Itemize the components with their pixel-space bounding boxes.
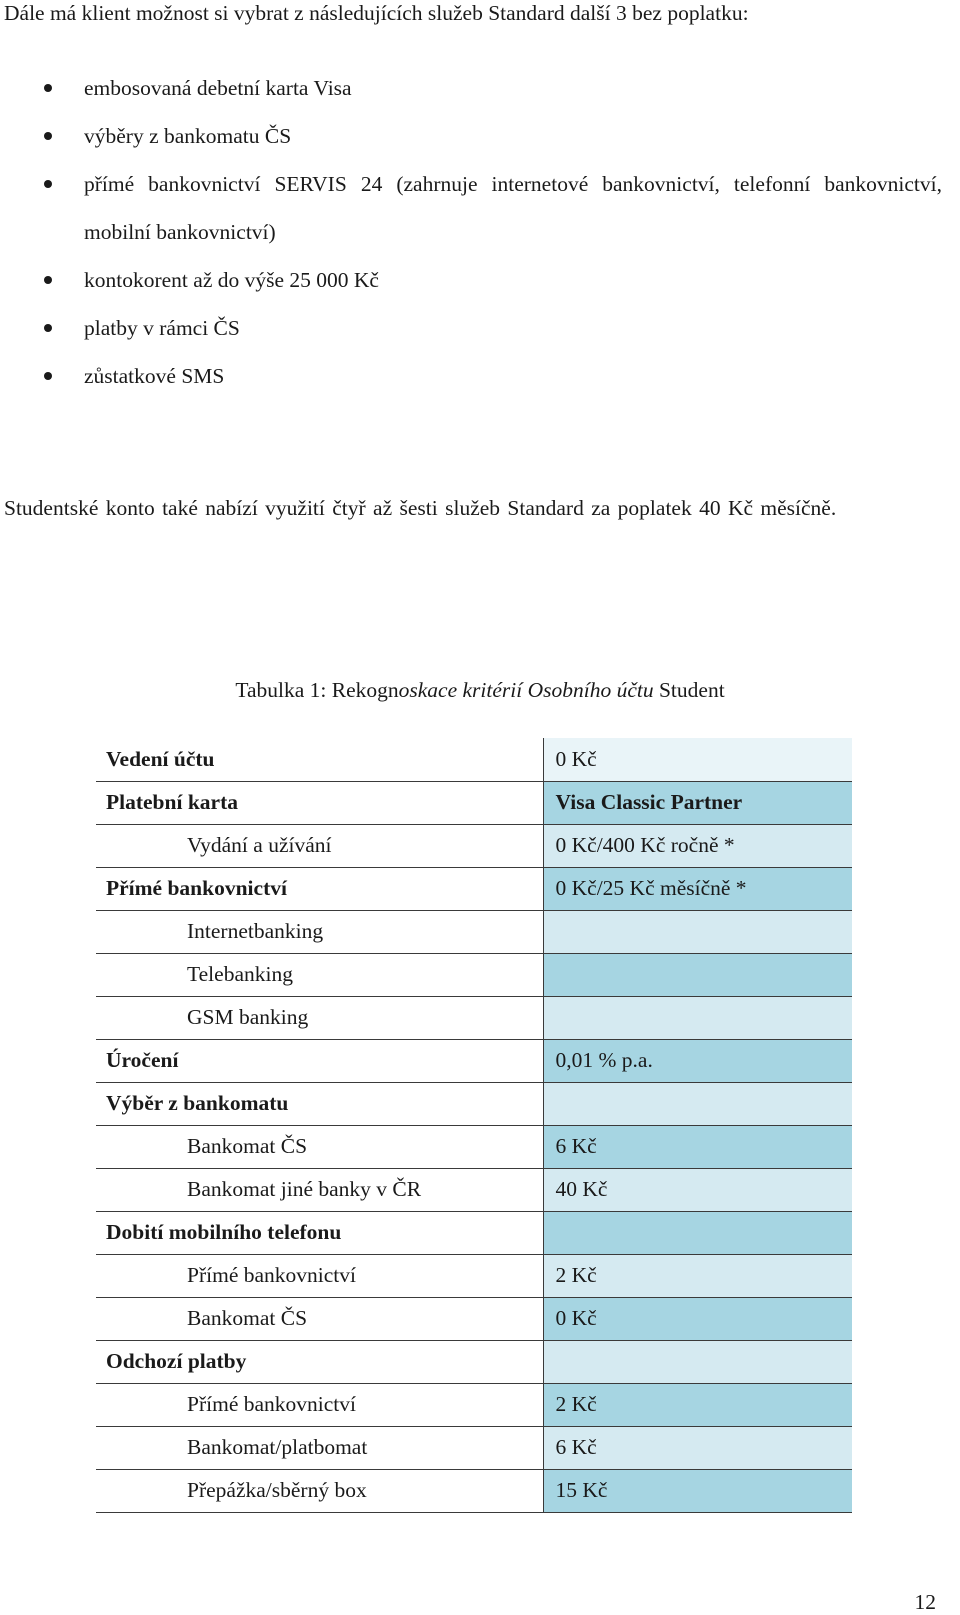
list-item — [0, 256, 950, 304]
table-row — [96, 1125, 852, 1168]
table-row — [96, 1211, 852, 1254]
row-value: 0 Kč — [543, 1297, 852, 1340]
row-label: Internetbanking — [96, 910, 543, 953]
row-label: Výběr z bankomatu — [96, 1082, 543, 1125]
list-item — [0, 64, 950, 112]
row-value — [543, 1082, 852, 1125]
table-row — [96, 1340, 852, 1383]
body-paragraph: Studentské konto také nabízí využití čtyř až šesti služeb Standard za poplatek 40 Kč měsíčně. — [4, 496, 837, 520]
bullet-icon — [44, 276, 52, 284]
table-row — [96, 910, 852, 953]
row-label: Platební karta — [96, 781, 543, 824]
service-label: embosovaná debetní karta Visa — [84, 76, 352, 100]
row-label: Vedení účtu — [96, 738, 543, 781]
row-value — [543, 996, 852, 1039]
row-value: 2 Kč — [543, 1254, 852, 1297]
row-label: Přímé bankovnictví — [96, 867, 543, 910]
row-value: 0 Kč — [543, 738, 852, 781]
caption-prefix: Tabulka 1: Rekogn — [235, 678, 399, 702]
row-value: 2 Kč — [543, 1383, 852, 1426]
row-value — [543, 1340, 852, 1383]
services-list — [0, 64, 950, 400]
page-number: 12 — [914, 1590, 936, 1614]
service-label: zůstatkové SMS — [84, 364, 225, 388]
bullet-icon — [44, 84, 52, 92]
service-label: přímé bankovnictví SERVIS 24 (zahrnuje internetové bankovnictví, telefonní bankovnictví, mobilní bankovnictví) — [84, 172, 942, 244]
bullet-icon — [44, 372, 52, 380]
table-row — [96, 1254, 852, 1297]
row-label: Vydání a užívání — [96, 824, 543, 867]
row-label: Úročení — [96, 1039, 543, 1082]
table-caption — [0, 678, 960, 703]
row-value — [543, 953, 852, 996]
table-row — [96, 1297, 852, 1340]
row-label: Bankomat ČS — [96, 1125, 543, 1168]
row-value: 15 Kč — [543, 1469, 852, 1512]
bullet-icon — [44, 324, 52, 332]
table-row — [96, 1426, 852, 1469]
intro-text: Dále má klient možnost si vybrat z následujících služeb Standard další 3 bez poplatku: — [4, 1, 749, 25]
row-label: Dobití mobilního telefonu — [96, 1211, 543, 1254]
row-label: Přepážka/sběrný box — [96, 1469, 543, 1512]
table-row — [96, 1168, 852, 1211]
row-label: GSM banking — [96, 996, 543, 1039]
row-label: Bankomat ČS — [96, 1297, 543, 1340]
bullet-icon — [44, 180, 52, 188]
table-row — [96, 1383, 852, 1426]
row-label: Odchozí platby — [96, 1340, 543, 1383]
table-row — [96, 781, 852, 824]
row-value: 6 Kč — [543, 1426, 852, 1469]
table-row — [96, 1039, 852, 1082]
row-label: Přímé bankovnictví — [96, 1254, 543, 1297]
list-item — [0, 304, 950, 352]
caption-italic: oskace kritérií Osobního účtu — [398, 678, 654, 702]
row-value: 40 Kč — [543, 1168, 852, 1211]
table-row — [96, 996, 852, 1039]
table-row — [96, 1082, 852, 1125]
table-row — [96, 824, 852, 867]
bullet-icon — [44, 132, 52, 140]
caption-suffix: Student — [653, 678, 725, 702]
table-row — [96, 953, 852, 996]
row-value: 0,01 % p.a. — [543, 1039, 852, 1082]
row-label: Bankomat/platbomat — [96, 1426, 543, 1469]
service-label: platby v rámci ČS — [84, 316, 240, 340]
table-row — [96, 1469, 852, 1512]
table-row — [96, 867, 852, 910]
row-value: 0 Kč/400 Kč ročně * — [543, 824, 852, 867]
list-item — [0, 160, 950, 256]
service-label: výběry z bankomatu ČS — [84, 124, 292, 148]
criteria-table — [96, 738, 852, 1513]
row-value: Visa Classic Partner — [543, 781, 852, 824]
list-item — [0, 352, 950, 400]
row-label: Telebanking — [96, 953, 543, 996]
row-label: Přímé bankovnictví — [96, 1383, 543, 1426]
service-label: kontokorent až do výše 25 000 Kč — [84, 268, 379, 292]
table-row — [96, 738, 852, 781]
list-item — [0, 112, 950, 160]
row-value: 0 Kč/25 Kč měsíčně * — [543, 867, 852, 910]
row-label: Bankomat jiné banky v ČR — [96, 1168, 543, 1211]
row-value: 6 Kč — [543, 1125, 852, 1168]
row-value — [543, 910, 852, 953]
row-value — [543, 1211, 852, 1254]
